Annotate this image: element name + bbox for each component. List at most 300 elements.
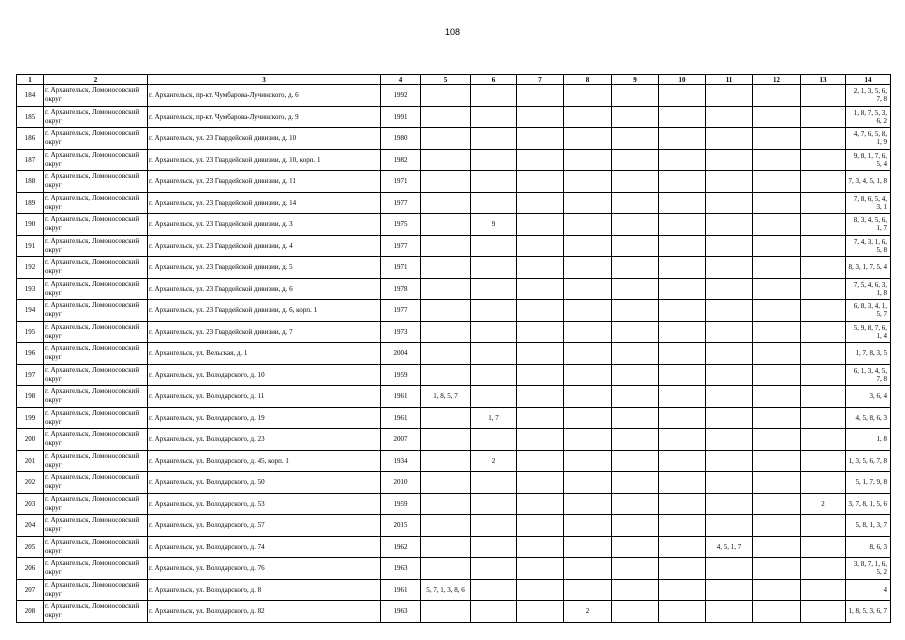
year-cell: 1992: [381, 85, 421, 107]
value-cell: [659, 601, 706, 623]
value-cell: [471, 579, 517, 601]
value-cell: [801, 149, 846, 171]
value-cell: [564, 386, 612, 408]
value-cell: [659, 300, 706, 322]
value-cell: 9: [471, 214, 517, 236]
table-row: [17, 386, 891, 408]
value-cell: [471, 472, 517, 494]
value-cell: [753, 214, 801, 236]
value-cell: [612, 257, 659, 279]
value-cell: [471, 493, 517, 515]
value-cell: [517, 192, 564, 214]
year-cell: 1961: [381, 386, 421, 408]
year-cell: 1959: [381, 364, 421, 386]
value-cell: [706, 429, 753, 451]
value-cell: [471, 515, 517, 537]
sequence-cell: 1, 8, 5, 3, 6, 7: [846, 601, 891, 623]
table-row: [17, 214, 891, 236]
value-cell: [564, 128, 612, 150]
table-row: [17, 579, 891, 601]
sequence-cell: 1, 3, 5, 6, 7, 8: [846, 450, 891, 472]
value-cell: [517, 149, 564, 171]
value-cell: [471, 106, 517, 128]
value-cell: [753, 364, 801, 386]
value-cell: 1, 7: [471, 407, 517, 429]
value-cell: [612, 364, 659, 386]
value-cell: [753, 450, 801, 472]
row-number-cell: 187: [17, 149, 44, 171]
value-cell: [801, 472, 846, 494]
value-cell: [706, 321, 753, 343]
value-cell: [706, 515, 753, 537]
value-cell: [659, 364, 706, 386]
value-cell: [517, 386, 564, 408]
sequence-cell: 6, 8, 3, 4, 1, 5, 7: [846, 300, 891, 322]
value-cell: [753, 192, 801, 214]
value-cell: [659, 429, 706, 451]
value-cell: [612, 214, 659, 236]
year-cell: 1961: [381, 407, 421, 429]
address-cell: г. Архангельск, ул. 23 Гвардейской дивизии, д. 7: [148, 321, 381, 343]
row-number-cell: 196: [17, 343, 44, 365]
value-cell: [801, 214, 846, 236]
district-cell: г. Архангельск, Ломоносовский округ: [44, 321, 148, 343]
value-cell: [421, 407, 471, 429]
value-cell: [421, 192, 471, 214]
district-cell: г. Архангельск, Ломоносовский округ: [44, 85, 148, 107]
district-cell: г. Архангельск, Ломоносовский округ: [44, 235, 148, 257]
value-cell: [517, 235, 564, 257]
address-cell: г. Архангельск, ул. 23 Гвардейской дивизии, д. 6, корп. 1: [148, 300, 381, 322]
row-number-cell: 188: [17, 171, 44, 193]
value-cell: [471, 429, 517, 451]
value-cell: [753, 515, 801, 537]
sequence-cell: 2, 1, 3, 5, 6, 7, 8: [846, 85, 891, 107]
table-row: [17, 321, 891, 343]
value-cell: [421, 493, 471, 515]
year-cell: 2007: [381, 429, 421, 451]
year-cell: 1978: [381, 278, 421, 300]
value-cell: [471, 558, 517, 580]
value-cell: [612, 493, 659, 515]
value-cell: [471, 257, 517, 279]
district-cell: г. Архангельск, Ломоносовский округ: [44, 450, 148, 472]
column-header: 11: [706, 75, 753, 85]
value-cell: [753, 601, 801, 623]
column-header: 14: [846, 75, 891, 85]
sequence-cell: 1, 7, 8, 3, 5: [846, 343, 891, 365]
sequence-cell: 4: [846, 579, 891, 601]
value-cell: [517, 364, 564, 386]
district-cell: г. Архангельск, Ломоносовский округ: [44, 515, 148, 537]
value-cell: [753, 128, 801, 150]
row-number-cell: 198: [17, 386, 44, 408]
value-cell: [517, 558, 564, 580]
value-cell: [706, 235, 753, 257]
district-cell: г. Архангельск, Ломоносовский округ: [44, 601, 148, 623]
value-cell: [706, 343, 753, 365]
row-number-cell: 195: [17, 321, 44, 343]
value-cell: [421, 235, 471, 257]
value-cell: [564, 235, 612, 257]
address-cell: г. Архангельск, ул. Володарского, д. 11: [148, 386, 381, 408]
value-cell: [517, 429, 564, 451]
value-cell: [564, 450, 612, 472]
row-number-cell: 205: [17, 536, 44, 558]
row-number-cell: 193: [17, 278, 44, 300]
value-cell: [753, 85, 801, 107]
table-row: [17, 171, 891, 193]
value-cell: [753, 300, 801, 322]
address-cell: г. Архангельск, пр-кт. Чумбарова-Лучинского, д. 6: [148, 85, 381, 107]
value-cell: [753, 407, 801, 429]
sequence-cell: 4, 5, 8, 6, 3: [846, 407, 891, 429]
column-header: 7: [517, 75, 564, 85]
value-cell: [753, 429, 801, 451]
value-cell: [612, 558, 659, 580]
value-cell: [612, 472, 659, 494]
value-cell: [612, 386, 659, 408]
value-cell: [753, 149, 801, 171]
column-header: 6: [471, 75, 517, 85]
value-cell: [471, 386, 517, 408]
value-cell: [612, 407, 659, 429]
address-cell: г. Архангельск, ул. Володарского, д. 23: [148, 429, 381, 451]
year-cell: 2004: [381, 343, 421, 365]
value-cell: [564, 278, 612, 300]
year-cell: 1934: [381, 450, 421, 472]
row-number-cell: 191: [17, 235, 44, 257]
row-number-cell: 201: [17, 450, 44, 472]
value-cell: [564, 343, 612, 365]
value-cell: [612, 106, 659, 128]
value-cell: [612, 278, 659, 300]
value-cell: [612, 321, 659, 343]
district-cell: г. Архангельск, Ломоносовский округ: [44, 300, 148, 322]
value-cell: 2: [471, 450, 517, 472]
value-cell: [753, 235, 801, 257]
value-cell: [517, 343, 564, 365]
table-row: [17, 493, 891, 515]
value-cell: [564, 149, 612, 171]
sequence-cell: 7, 3, 4, 5, 1, 8: [846, 171, 891, 193]
sequence-cell: 8, 3, 1, 7, 5, 4: [846, 257, 891, 279]
district-cell: г. Архангельск, Ломоносовский округ: [44, 257, 148, 279]
district-cell: г. Архангельск, Ломоносовский округ: [44, 558, 148, 580]
value-cell: [471, 235, 517, 257]
address-cell: г. Архангельск, ул. 23 Гвардейской дивизии, д. 10, корп. 1: [148, 149, 381, 171]
row-number-cell: 202: [17, 472, 44, 494]
table-row: [17, 257, 891, 279]
sequence-cell: 7, 8, 6, 5, 4, 3, 1: [846, 192, 891, 214]
table-row: [17, 85, 891, 107]
value-cell: [706, 192, 753, 214]
value-cell: [517, 214, 564, 236]
value-cell: [564, 321, 612, 343]
year-cell: 1982: [381, 149, 421, 171]
value-cell: [564, 558, 612, 580]
value-cell: [564, 171, 612, 193]
sequence-cell: 7, 5, 4, 6, 3, 1, 8: [846, 278, 891, 300]
value-cell: [706, 386, 753, 408]
value-cell: [471, 278, 517, 300]
value-cell: [471, 192, 517, 214]
column-header: 8: [564, 75, 612, 85]
value-cell: [801, 106, 846, 128]
year-cell: 1961: [381, 579, 421, 601]
year-cell: 1963: [381, 601, 421, 623]
value-cell: [421, 364, 471, 386]
value-cell: [659, 558, 706, 580]
value-cell: [801, 300, 846, 322]
column-header: 13: [801, 75, 846, 85]
value-cell: [421, 429, 471, 451]
sequence-cell: 3, 6, 4: [846, 386, 891, 408]
value-cell: [612, 515, 659, 537]
value-cell: [564, 257, 612, 279]
address-cell: г. Архангельск, ул. 23 Гвардейской дивизии, д. 3: [148, 214, 381, 236]
address-cell: г. Архангельск, ул. Володарского, д. 8: [148, 579, 381, 601]
value-cell: [753, 536, 801, 558]
district-cell: г. Архангельск, Ломоносовский округ: [44, 493, 148, 515]
row-number-cell: 208: [17, 601, 44, 623]
value-cell: [706, 450, 753, 472]
value-cell: [421, 343, 471, 365]
column-header: 3: [148, 75, 381, 85]
sequence-cell: 9, 8, 1, 7, 6, 5, 4: [846, 149, 891, 171]
value-cell: [659, 278, 706, 300]
value-cell: [659, 149, 706, 171]
year-cell: 1991: [381, 106, 421, 128]
district-cell: г. Архангельск, Ломоносовский округ: [44, 171, 148, 193]
value-cell: [564, 300, 612, 322]
district-cell: г. Архангельск, Ломоносовский округ: [44, 579, 148, 601]
value-cell: [517, 278, 564, 300]
table-row: [17, 278, 891, 300]
value-cell: [421, 536, 471, 558]
year-cell: 1977: [381, 300, 421, 322]
value-cell: [612, 192, 659, 214]
value-cell: [659, 536, 706, 558]
table-row: [17, 106, 891, 128]
value-cell: [659, 85, 706, 107]
value-cell: [753, 558, 801, 580]
value-cell: [801, 536, 846, 558]
value-cell: 4, 5, 1, 7: [706, 536, 753, 558]
address-cell: г. Архангельск, ул. 23 Гвардейской дивизии, д. 10: [148, 128, 381, 150]
table-row: [17, 450, 891, 472]
district-cell: г. Архангельск, Ломоносовский округ: [44, 364, 148, 386]
value-cell: [801, 321, 846, 343]
row-number-cell: 200: [17, 429, 44, 451]
row-number-cell: 199: [17, 407, 44, 429]
value-cell: [517, 128, 564, 150]
value-cell: [801, 192, 846, 214]
value-cell: [612, 85, 659, 107]
value-cell: [564, 515, 612, 537]
table-row: [17, 407, 891, 429]
value-cell: [471, 300, 517, 322]
district-cell: г. Архангельск, Ломоносовский округ: [44, 278, 148, 300]
sequence-cell: 4, 7, 6, 5, 8, 1, 9: [846, 128, 891, 150]
value-cell: [471, 601, 517, 623]
district-cell: г. Архангельск, Ломоносовский округ: [44, 536, 148, 558]
value-cell: [801, 601, 846, 623]
value-cell: [612, 149, 659, 171]
table-row: [17, 149, 891, 171]
table-row: [17, 558, 891, 580]
value-cell: [706, 300, 753, 322]
value-cell: [471, 85, 517, 107]
value-cell: [706, 128, 753, 150]
value-cell: [706, 493, 753, 515]
year-cell: 1973: [381, 321, 421, 343]
value-cell: [471, 128, 517, 150]
value-cell: [517, 321, 564, 343]
value-cell: [471, 171, 517, 193]
value-cell: [659, 214, 706, 236]
sequence-cell: 5, 1, 7, 9, 8: [846, 472, 891, 494]
year-cell: 1963: [381, 558, 421, 580]
table-row: [17, 601, 891, 623]
table-row: [17, 536, 891, 558]
value-cell: [612, 536, 659, 558]
value-cell: [421, 558, 471, 580]
column-header: 1: [17, 75, 44, 85]
value-cell: [801, 128, 846, 150]
data-table: [16, 74, 891, 623]
value-cell: [421, 601, 471, 623]
value-cell: [517, 300, 564, 322]
table-row: [17, 343, 891, 365]
value-cell: [659, 192, 706, 214]
sequence-cell: 5, 9, 8, 7, 6, 1, 4: [846, 321, 891, 343]
value-cell: [564, 106, 612, 128]
value-cell: [659, 386, 706, 408]
year-cell: 1962: [381, 536, 421, 558]
value-cell: [564, 579, 612, 601]
value-cell: [801, 257, 846, 279]
value-cell: [706, 407, 753, 429]
value-cell: [706, 278, 753, 300]
address-cell: г. Архангельск, ул. 23 Гвардейской дивизии, д. 14: [148, 192, 381, 214]
value-cell: [421, 128, 471, 150]
district-cell: г. Архангельск, Ломоносовский округ: [44, 343, 148, 365]
value-cell: [421, 515, 471, 537]
value-cell: [801, 558, 846, 580]
value-cell: [801, 171, 846, 193]
address-cell: г. Архангельск, ул. Володарского, д. 53: [148, 493, 381, 515]
sequence-cell: 5, 8, 1, 3, 7: [846, 515, 891, 537]
value-cell: [753, 106, 801, 128]
table-row: [17, 515, 891, 537]
value-cell: [801, 429, 846, 451]
address-cell: г. Архангельск, ул. 23 Гвардейской дивизии, д. 11: [148, 171, 381, 193]
address-cell: г. Архангельск, ул. Володарского, д. 45, корп. 1: [148, 450, 381, 472]
value-cell: [421, 472, 471, 494]
value-cell: [801, 343, 846, 365]
table-body: [17, 85, 891, 623]
value-cell: [801, 278, 846, 300]
value-cell: [421, 171, 471, 193]
district-cell: г. Архангельск, Ломоносовский округ: [44, 214, 148, 236]
value-cell: [706, 558, 753, 580]
value-cell: [612, 429, 659, 451]
value-cell: [706, 149, 753, 171]
district-cell: г. Архангельск, Ломоносовский округ: [44, 106, 148, 128]
address-cell: г. Архангельск, ул. Володарского, д. 82: [148, 601, 381, 623]
address-cell: г. Архангельск, пр-кт. Чумбарова-Лучинского, д. 9: [148, 106, 381, 128]
value-cell: [753, 493, 801, 515]
table-row: [17, 192, 891, 214]
district-cell: г. Архангельск, Ломоносовский округ: [44, 386, 148, 408]
value-cell: [517, 257, 564, 279]
column-header: 2: [44, 75, 148, 85]
value-cell: [659, 343, 706, 365]
value-cell: [471, 364, 517, 386]
value-cell: [471, 321, 517, 343]
value-cell: [612, 579, 659, 601]
address-cell: г. Архангельск, ул. Володарского, д. 76: [148, 558, 381, 580]
header-row: [17, 75, 891, 85]
value-cell: [471, 343, 517, 365]
column-header: 9: [612, 75, 659, 85]
table-row: [17, 364, 891, 386]
column-header: 10: [659, 75, 706, 85]
address-cell: г. Архангельск, ул. 23 Гвардейской дивизии, д. 4: [148, 235, 381, 257]
value-cell: [517, 515, 564, 537]
value-cell: [706, 171, 753, 193]
value-cell: [753, 472, 801, 494]
sequence-cell: 3, 8, 7, 1, 6, 5, 2: [846, 558, 891, 580]
district-cell: г. Архангельск, Ломоносовский округ: [44, 128, 148, 150]
value-cell: [753, 171, 801, 193]
column-header: 12: [753, 75, 801, 85]
value-cell: [659, 235, 706, 257]
address-cell: г. Архангельск, ул. 23 Гвардейской дивизии, д. 6: [148, 278, 381, 300]
year-cell: 1977: [381, 235, 421, 257]
district-cell: г. Архангельск, Ломоносовский округ: [44, 429, 148, 451]
year-cell: 1975: [381, 214, 421, 236]
value-cell: [706, 214, 753, 236]
value-cell: [517, 472, 564, 494]
value-cell: [421, 278, 471, 300]
year-cell: 2010: [381, 472, 421, 494]
value-cell: 2: [564, 601, 612, 623]
value-cell: [659, 128, 706, 150]
value-cell: [517, 601, 564, 623]
year-cell: 1959: [381, 493, 421, 515]
value-cell: [659, 257, 706, 279]
value-cell: [421, 450, 471, 472]
value-cell: [564, 214, 612, 236]
row-number-cell: 197: [17, 364, 44, 386]
value-cell: [517, 171, 564, 193]
sequence-cell: 6, 1, 3, 4, 5, 7, 8: [846, 364, 891, 386]
value-cell: [421, 85, 471, 107]
value-cell: [421, 300, 471, 322]
value-cell: [801, 235, 846, 257]
value-cell: [517, 450, 564, 472]
value-cell: [612, 300, 659, 322]
row-number-cell: 204: [17, 515, 44, 537]
value-cell: [564, 85, 612, 107]
value-cell: [471, 536, 517, 558]
value-cell: [753, 278, 801, 300]
year-cell: 1971: [381, 257, 421, 279]
address-cell: г. Архангельск, ул. Володарского, д. 74: [148, 536, 381, 558]
value-cell: [517, 493, 564, 515]
